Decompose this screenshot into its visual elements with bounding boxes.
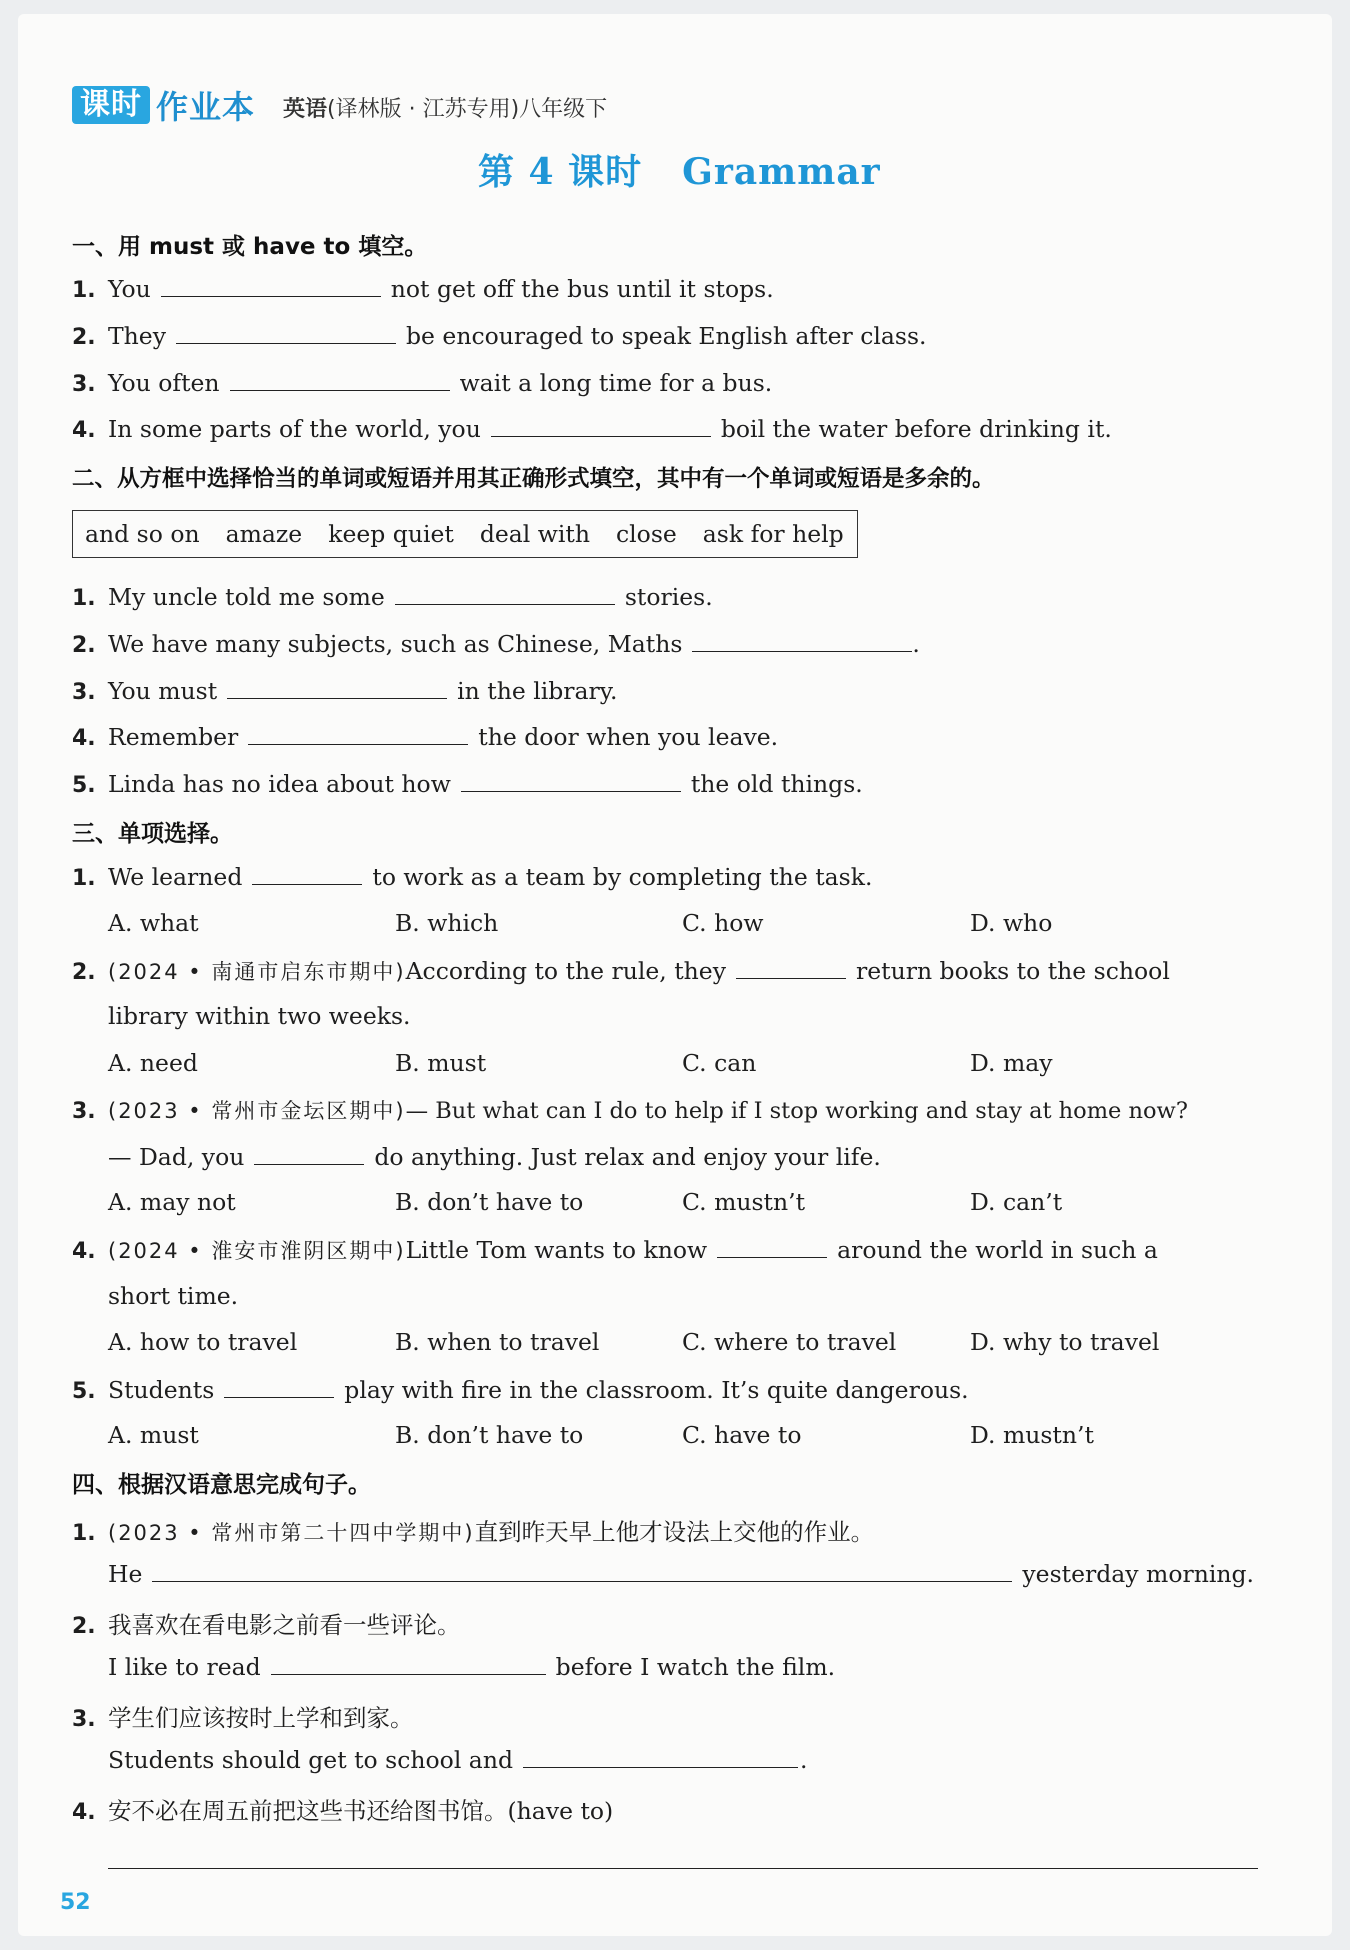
brand-text: 作业本	[156, 88, 256, 126]
item-number: 4.	[72, 726, 96, 751]
item-number: 3.	[72, 1707, 96, 1732]
item-text: boil the water before drinking it.	[720, 415, 1112, 443]
item-number: 3.	[72, 1099, 96, 1124]
s3-q3-opt-b[interactable]: B. don’t have to	[395, 1188, 584, 1216]
s3-q1	[72, 862, 872, 891]
s3-q5-opt-d[interactable]: D. mustn’t	[970, 1421, 1094, 1449]
chinese-prompt: 安不必在周五前把这些书还给图书馆。	[108, 1797, 508, 1825]
s2-item-2	[72, 629, 920, 658]
item-number: 4.	[72, 418, 96, 443]
word-option: close	[616, 520, 677, 548]
item-number: 4.	[72, 1239, 96, 1264]
s3-q3-opt-a[interactable]: A. may not	[108, 1188, 236, 1216]
question-source: (2023 • 常州市金坛区期中)	[108, 1099, 406, 1123]
s4-q1	[72, 1513, 874, 1547]
s2-item-5	[72, 769, 863, 798]
item-text: You must	[108, 677, 218, 705]
answer-blank[interactable]	[461, 769, 681, 792]
s3-q4-opt-c[interactable]: C. where to travel	[682, 1328, 897, 1356]
item-text: In some parts of the world, you	[108, 415, 481, 443]
item-text: not get off the bus until it stops.	[390, 275, 774, 303]
item-text: They	[108, 322, 166, 350]
lesson-number: 第 4 课时	[478, 151, 643, 193]
item-text: the door when you leave.	[478, 723, 779, 751]
page-title	[478, 144, 881, 195]
section2-title: 二、从方框中选择恰当的单词或短语并用其正确形式填空，其中有一个单词或短语是多余的。	[72, 466, 995, 492]
item-text: wait a long time for a bus.	[459, 369, 773, 397]
item-text: .	[912, 630, 920, 658]
item-text: before I watch the film.	[555, 1653, 836, 1681]
item-text: — But what can I do to help if I stop working and stay at home now?	[405, 1098, 1188, 1124]
s3-q2-opt-d[interactable]: D. may	[970, 1049, 1053, 1077]
s4-q2-answer	[108, 1652, 835, 1681]
s3-q2-cont: library within two weeks.	[108, 1002, 411, 1030]
item-text: do anything. Just relax and enjoy your life.	[374, 1143, 881, 1171]
item-text: We learned	[108, 863, 243, 891]
item-number: 5.	[72, 773, 96, 798]
item-text: My uncle told me some	[108, 583, 385, 611]
item-number: 1.	[72, 866, 96, 891]
item-text: He	[108, 1560, 143, 1588]
question-source: (2024 • 南通市启东市期中)	[108, 960, 406, 984]
s3-q4-opt-a[interactable]: A. how to travel	[108, 1328, 298, 1356]
answer-blank[interactable]	[523, 1745, 798, 1768]
answer-blank[interactable]	[224, 1375, 334, 1398]
s1-item-1	[72, 274, 774, 303]
chinese-prompt: 直到昨天早上他才设法上交他的作业。	[474, 1518, 875, 1546]
word-option: amaze	[225, 520, 303, 548]
s3-q5	[72, 1375, 969, 1404]
item-text: to work as a team by completing the task.	[372, 863, 873, 891]
item-text: play with fire in the classroom. It’s quite dangerous.	[344, 1376, 969, 1404]
word-option: keep quiet	[328, 520, 454, 548]
s1-item-3	[72, 368, 772, 397]
chinese-prompt: 我喜欢在看电影之前看一些评论。	[108, 1611, 461, 1639]
item-number: 2.	[72, 325, 96, 350]
s4-q3-answer	[108, 1745, 807, 1774]
item-text: .	[800, 1746, 808, 1774]
s4-q4	[72, 1792, 613, 1826]
s2-item-3	[72, 676, 617, 705]
s3-q4-cont: short time.	[108, 1282, 239, 1310]
word-option: deal with	[479, 520, 590, 548]
answer-blank[interactable]	[176, 321, 396, 344]
chinese-prompt: 学生们应该按时上学和到家。	[108, 1704, 414, 1732]
item-number: 2.	[72, 1614, 96, 1639]
hint-text: (have to)	[507, 1797, 614, 1825]
item-text: be encouraged to speak English after class.	[406, 322, 927, 350]
section3-title: 三、单项选择。	[72, 821, 233, 847]
item-number: 1.	[72, 1521, 96, 1546]
s3-q1-opt-c[interactable]: C. how	[682, 909, 764, 937]
item-text: Little Tom wants to know	[405, 1236, 708, 1264]
s4-q3	[72, 1699, 414, 1733]
item-text: stories.	[624, 583, 713, 611]
item-text: You often	[108, 369, 220, 397]
subject-edition: (译林版 · 江苏专用)八年级下	[327, 97, 608, 122]
s3-q4	[72, 1235, 1158, 1265]
answer-blank[interactable]	[230, 368, 450, 391]
s3-q2-opt-c[interactable]: C. can	[682, 1049, 757, 1077]
s3-q3-cont	[108, 1142, 881, 1171]
item-text: You	[108, 275, 151, 303]
lesson-topic: Grammar	[682, 151, 881, 193]
answer-line[interactable]	[108, 1868, 1258, 1869]
item-text: Students should get to school and	[108, 1746, 513, 1774]
item-text: in the library.	[457, 677, 618, 705]
item-text: yesterday morning.	[1022, 1560, 1254, 1588]
item-number: 4.	[72, 1800, 96, 1825]
answer-blank[interactable]	[271, 1652, 546, 1675]
question-source: (2024 • 淮安市淮阴区期中)	[108, 1239, 406, 1263]
subject-line	[283, 92, 607, 123]
answer-blank[interactable]	[161, 274, 381, 297]
s4-q1-answer	[108, 1559, 1254, 1588]
word-option: and so on	[85, 520, 200, 548]
s3-q3-opt-d[interactable]: D. can’t	[970, 1188, 1063, 1216]
word-box	[72, 510, 858, 558]
s4-q2	[72, 1606, 461, 1640]
item-number: 2.	[72, 633, 96, 658]
item-text: Students	[108, 1376, 215, 1404]
s3-q3	[72, 1095, 1188, 1125]
word-option: ask for help	[702, 520, 844, 548]
s3-q2	[72, 956, 1170, 986]
item-number: 1.	[72, 586, 96, 611]
s3-q2-opt-b[interactable]: B. must	[395, 1049, 487, 1077]
item-text: I like to read	[108, 1653, 261, 1681]
s3-q2-opt-a[interactable]: A. need	[108, 1049, 198, 1077]
item-number: 3.	[72, 680, 96, 705]
item-number: 3.	[72, 372, 96, 397]
answer-blank[interactable]	[692, 629, 912, 652]
s2-item-1	[72, 582, 713, 611]
answer-blank[interactable]	[717, 1235, 827, 1258]
s3-q5-opt-b[interactable]: B. don’t have to	[395, 1421, 584, 1449]
s3-q1-opt-a[interactable]: A. what	[108, 909, 199, 937]
item-text: Linda has no idea about how	[108, 770, 451, 798]
item-number: 5.	[72, 1379, 96, 1404]
s3-q1-opt-b[interactable]: B. which	[395, 909, 499, 937]
s1-item-4	[72, 414, 1112, 443]
answer-blank[interactable]	[736, 956, 846, 979]
answer-blank[interactable]	[395, 582, 615, 605]
page-number: 52	[60, 1890, 91, 1915]
s2-item-4	[72, 722, 778, 751]
item-number: 2.	[72, 960, 96, 985]
item-text: Remember	[108, 723, 239, 751]
s1-item-2	[72, 321, 926, 350]
subject-name: 英语	[283, 97, 328, 122]
answer-blank[interactable]	[227, 676, 447, 699]
item-text: According to the rule, they	[405, 957, 726, 985]
item-text: the old things.	[690, 770, 863, 798]
item-text: We have many subjects, such as Chinese, Maths	[108, 630, 683, 658]
s3-q1-opt-d[interactable]: D. who	[970, 909, 1053, 937]
s3-q4-opt-d[interactable]: D. why to travel	[970, 1328, 1160, 1356]
answer-blank[interactable]	[254, 1142, 364, 1165]
answer-blank[interactable]	[152, 1559, 1012, 1582]
s3-q4-opt-b[interactable]: B. when to travel	[395, 1328, 600, 1356]
item-text: return books to the school	[855, 957, 1170, 985]
answer-blank[interactable]	[248, 722, 468, 745]
brand-logo	[72, 82, 255, 128]
s3-q5-opt-c[interactable]: C. have to	[682, 1421, 802, 1449]
section4-title: 四、根据汉语意思完成句子。	[72, 1472, 371, 1498]
item-number: 1.	[72, 278, 96, 303]
s3-q5-opt-a[interactable]: A. must	[108, 1421, 199, 1449]
item-text: around the world in such a	[837, 1236, 1158, 1264]
question-source: (2023 • 常州市第二十四中学期中)	[108, 1521, 475, 1545]
brand-box: 课时	[72, 86, 150, 124]
item-text: — Dad, you	[108, 1143, 245, 1171]
answer-blank[interactable]	[491, 414, 711, 437]
section1-title: 一、用 must 或 have to 填空。	[72, 234, 428, 260]
answer-blank[interactable]	[252, 862, 362, 885]
s3-q3-opt-c[interactable]: C. mustn’t	[682, 1188, 806, 1216]
